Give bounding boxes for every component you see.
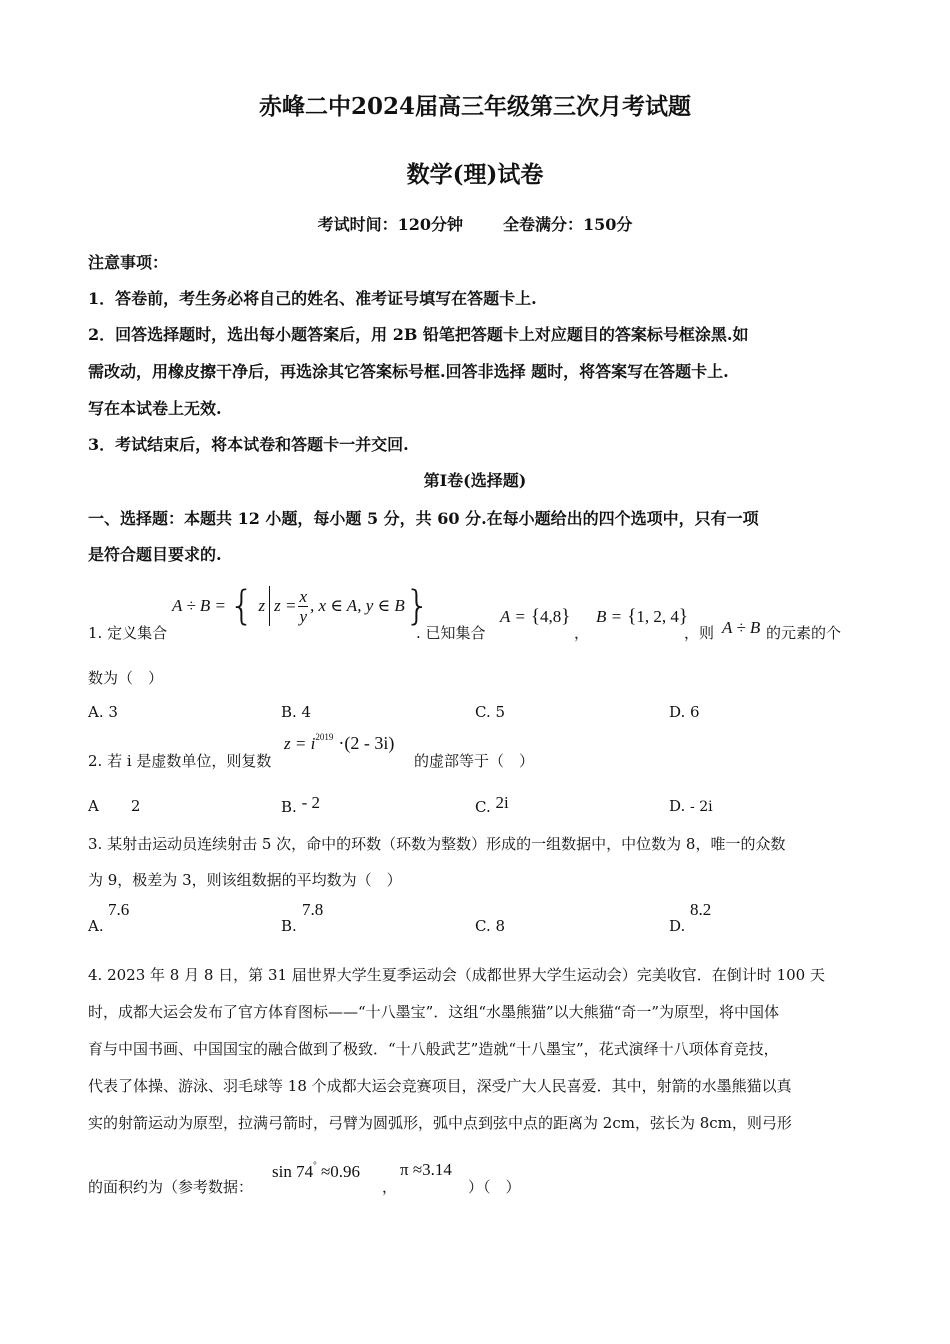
q2-prefix: 2. 若 i 是虚数单位，则复数 <box>88 752 272 770</box>
q1-set-a-vals: 4,8 <box>540 607 562 626</box>
q3-opt-a-val: 7.6 <box>108 900 130 919</box>
q4-sin: sin 74 <box>272 1162 314 1181</box>
q1-line-2: 数为（ ） <box>88 669 164 687</box>
q1-set-b-vals: 1, 2, 4 <box>636 607 679 626</box>
q1-set-lhs: A ÷ B = <box>172 596 227 615</box>
q2-opt-d-label: D. <box>669 797 686 815</box>
note-3: 3．考试结束后，将本试卷和答题卡一并交回. <box>88 435 409 454</box>
q3-opt-d-label: D. <box>669 917 686 935</box>
left-brace-icon: { <box>530 606 541 627</box>
q1-prefix: 1. 定义集合 <box>88 624 168 642</box>
q2-exp: 2019 <box>315 732 334 742</box>
q1-set-definition <box>172 578 430 634</box>
right-brace-icon: } <box>678 606 688 627</box>
q2-formula <box>284 732 394 754</box>
q1-set-eq: z = <box>274 596 297 615</box>
note-2-line-1: 2．回答选择题时，选出每小题答案后，用 2B 铅笔把答题卡上对应题目的答案标号框涂黑.如 <box>88 325 749 344</box>
q4-line-5: 实的射箭运动为原型，拉满弓箭时，弓臂为圆弧形，弧中点到弦中点的距离为 2cm，弦长为 8cm，则弓形 <box>88 1114 792 1132</box>
q2-opt-b-val: - 2 <box>301 793 320 812</box>
q4-line-4: 代表了体操、游泳、羽毛球等 18 个成都大运会竞赛项目，深受广大人民喜爱．其中，射箭的水墨熊猫以真 <box>88 1077 792 1095</box>
exam-subtitle: 数学(理)试卷 <box>406 161 544 188</box>
q1-expr: A ÷ B <box>722 618 761 637</box>
q3-opt-b-label: B. <box>281 917 297 935</box>
q1-frac-num: x <box>299 586 307 606</box>
q4-line-6-prefix: 的面积约为（参考数据： <box>88 1178 254 1196</box>
q4-deg: ° <box>313 1160 317 1170</box>
q1-set-a <box>500 606 570 628</box>
q4-line-3: 育与中国书画、中国国宝的融合做到了极致．“十八般武艺”造就“十八墨宝”，花式演绎十八项体育竞技， <box>88 1040 779 1058</box>
q3-line-1: 3. 某射击运动员连续射击 5 次，命中的环数（环数为整数）形成的一组数据中，中位数为 8，唯一的众数 <box>88 835 786 853</box>
q2-opt-c-label: C. <box>475 798 491 816</box>
q2-option-d <box>669 797 713 815</box>
q2-option-c <box>475 793 509 817</box>
left-brace-icon: { <box>229 583 255 629</box>
right-brace-icon: } <box>404 583 431 629</box>
q3-opt-d-val: 8.2 <box>690 900 712 919</box>
q2-rest: ·(2 - 3i) <box>338 733 395 753</box>
q1-option-c: C. 5 <box>475 703 506 721</box>
q4-line-2: 时，成都大运会发布了官方体育图标——“十八墨宝”．这组“水墨熊猫”以大熊猫“奇一”为原型，将中国体 <box>88 1003 780 1021</box>
q1-set-a-lhs: A = <box>500 607 526 626</box>
q1-option-b: B. 4 <box>281 703 312 721</box>
q3-line-2: 为 9，极差为 3，则该组数据的平均数为（ ） <box>88 871 402 889</box>
exam-score: 全卷满分：150分 <box>503 215 633 234</box>
section-instructions-line-1: 一、选择题：本题共 12 小题，每小题 5 分，共 60 分.在每小题给出的四个选项中，只有一项 <box>88 509 759 528</box>
set-bar <box>269 586 270 626</box>
q1-fraction <box>298 587 308 626</box>
note-2-line-3: 写在本试卷上无效. <box>88 399 222 418</box>
q3-opt-b-val: 7.8 <box>302 900 324 919</box>
volume-title: 第Ⅰ卷(选择题) <box>423 471 527 490</box>
q1-set-var: z <box>258 596 266 615</box>
q2-opt-a-val: 2 <box>130 797 141 815</box>
q4-approx-1: ≈0.96 <box>320 1162 361 1181</box>
exam-time: 考试时间：120分钟 <box>317 215 463 234</box>
q1-set-b <box>596 606 688 628</box>
q2-option-b <box>281 793 320 817</box>
notes-heading: 注意事项： <box>88 253 169 272</box>
exam-title: 赤峰二中2024届高三年级第三次月考试题 <box>258 93 691 120</box>
exam-info <box>0 212 950 235</box>
q2-opt-d-val: - 2i <box>690 799 713 815</box>
q3-opt-a-label: A. <box>88 917 104 935</box>
q1-set-b-lhs: B = <box>596 607 623 626</box>
q4-comma: ， <box>382 1178 398 1196</box>
q4-ref-sin <box>272 1160 360 1182</box>
left-brace-icon: { <box>627 606 637 627</box>
q1-frac-den: y <box>299 606 307 626</box>
note-2-line-2: 需改动，用橡皮擦干净后，再选涂其它答案标号框.回答非选择 题时，将答案写在答题卡上. <box>88 362 729 381</box>
note-1: 1．答卷前，考生务必将自己的姓名、准考证号填写在答题卡上. <box>88 289 537 308</box>
q1-mid: . 已知集合 <box>416 624 486 642</box>
q2-option-a <box>88 797 140 815</box>
q2-opt-c-val: 2i <box>495 793 509 812</box>
q1-option-a: A. 3 <box>88 703 118 721</box>
q2-z: z = i <box>284 734 316 753</box>
q1-option-d: D. 6 <box>669 703 700 721</box>
q1-then: ，则 <box>684 624 715 642</box>
q4-pi: π ≈3.14 <box>400 1160 452 1179</box>
q2-opt-a-label: A <box>88 797 99 815</box>
q4-tail: ）（ ） <box>468 1178 521 1196</box>
q1-comma: ， <box>574 624 590 642</box>
q1-set-cond: , x ∈ A, y ∈ B <box>309 596 405 615</box>
section-instructions-line-2: 是符合题目要求的. <box>88 545 222 564</box>
q3-option-c: C. 8 <box>475 917 506 935</box>
q2-opt-b-label: B. <box>281 798 297 816</box>
q2-suffix: 的虚部等于（ ） <box>414 752 535 770</box>
right-brace-icon: } <box>561 606 571 627</box>
q4-line-1: 4. 2023 年 8 月 8 日，第 31 届世界大学生夏季运动会（成都世界大学生运动会）完美收官．在倒计时 100 天 <box>88 966 825 984</box>
q1-suffix: 的元素的个 <box>766 624 842 642</box>
